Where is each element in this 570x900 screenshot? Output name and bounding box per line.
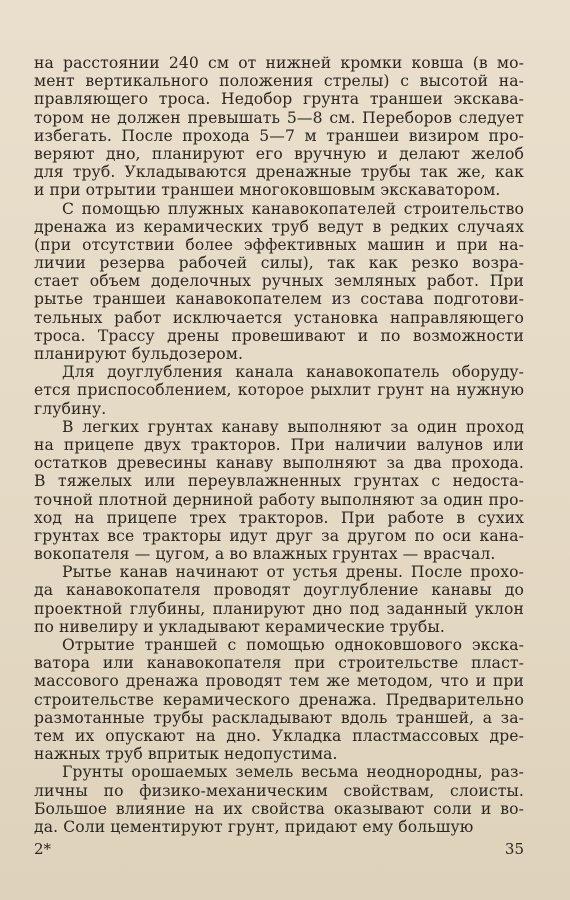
text-line: грунтах все тракторы идут друг за другом по оси кана- bbox=[34, 526, 524, 545]
text-line: дренажа из керамических труб ведут в редких случаях bbox=[34, 217, 524, 236]
page-body bbox=[34, 54, 524, 836]
text-line: ется приспособлением, которое рыхлит грунт на нужную bbox=[34, 381, 524, 400]
text-line: Рытье канав начинают от устья дрены. После прохо- bbox=[62, 563, 524, 582]
text-line: на расстоянии 240 см от нижней кромки ковша (в мо- bbox=[34, 54, 524, 72]
text-line: веряют дно, планируют его вручную и делают желоб bbox=[34, 144, 524, 163]
paragraph bbox=[34, 763, 524, 836]
text-line: С помощью плужных канавокопателей строительство bbox=[62, 199, 524, 218]
text-line: В тяжелых или переувлажненных грунтах с недоста- bbox=[34, 472, 524, 491]
text-line: избегать. После прохода 5—7 м траншеи визиром про- bbox=[34, 126, 524, 145]
text-line: Грунты орошаемых земель весьма неоднородны, раз- bbox=[62, 763, 524, 782]
text-line: размотанные трубы раскладывают вдоль траншей, а за- bbox=[34, 708, 524, 727]
paragraph bbox=[34, 563, 524, 636]
text-line: В легких грунтах канаву выполняют за один проход bbox=[62, 417, 524, 436]
text-line: строительстве керамического дренажа. Предварительно bbox=[34, 690, 524, 709]
text-line: личны по физико-механическим свойствам, слоисты. bbox=[34, 781, 524, 800]
text-line: глубину. bbox=[34, 399, 107, 418]
text-line: стает объем доделочных ручных земляных работ. При bbox=[34, 272, 524, 291]
text-line: массового дренажа проводят тем же методом, что и при bbox=[34, 672, 524, 691]
text-line: ватора или канавокопателя при строительстве пласт- bbox=[34, 654, 524, 673]
signature-mark: 2* bbox=[34, 840, 52, 858]
text-line: остатков древесины канаву выполняют за два прохода. bbox=[34, 454, 524, 473]
text-line: точной плотной дерниной работу выполняют за один про- bbox=[34, 490, 524, 509]
paragraph bbox=[34, 418, 524, 564]
text-line: правляющего троса. Недобор грунта траншеи экскава- bbox=[34, 90, 524, 109]
paragraph bbox=[34, 200, 524, 364]
text-line: нажных труб впритык недопустима. bbox=[34, 745, 338, 764]
text-line: тельных работ исключается установка направляющего bbox=[34, 308, 524, 327]
text-line: (при отсутствии более эффективных машин и при на- bbox=[34, 235, 524, 254]
text-line: тором не должен превышать 5—8 см. Переборов следует bbox=[34, 108, 524, 127]
text-line: рытье траншеи канавокопателем из состава подготови- bbox=[34, 290, 524, 309]
text-line: на прицепе двух тракторов. При наличии валунов или bbox=[34, 435, 524, 454]
text-line: ход на прицепе трех тракторов. При работе в сухих bbox=[34, 508, 524, 527]
text-line: по нивелиру и укладывают керамические трубы. bbox=[34, 617, 445, 636]
paragraph bbox=[34, 54, 524, 200]
text-line: троса. Трассу дрены провешивают и по возможности bbox=[34, 326, 524, 345]
page-number: 35 bbox=[504, 840, 524, 858]
text-line: да канавокопателя проводят доуглубление канавы до bbox=[34, 581, 524, 600]
text-line: да. Соли цементируют грунт, придают ему большую bbox=[34, 817, 474, 836]
text-line: Для доуглубления канала канавокопатель оборуду- bbox=[62, 363, 524, 382]
text-line: проектной глубины, планируют дно под заданный уклон bbox=[34, 599, 524, 618]
paragraph bbox=[34, 363, 524, 418]
text-line: личии резерва рабочей силы), так как резко возра- bbox=[34, 254, 524, 273]
text-line: планируют бульдозером. bbox=[34, 345, 244, 363]
text-line: Большое влияние на их свойства оказывают соли и во- bbox=[34, 799, 524, 818]
paragraph bbox=[34, 636, 524, 763]
text-line: вокопателя — цугом, а во влажных грунтах — врасчал. bbox=[34, 545, 496, 564]
text-line: Отрытие траншей с помощью одноковшового экска- bbox=[62, 636, 524, 654]
text-line: для труб. Укладываются дренажные трубы так же, как bbox=[34, 163, 524, 182]
text-line: тем их опускают на дно. Укладка пластмассовых дре- bbox=[34, 726, 524, 745]
text-line: мент вертикального положения стрелы) с высотой на- bbox=[34, 72, 524, 91]
text-line: и при отрытии траншеи многоковшовым экскаватором. bbox=[34, 181, 501, 200]
